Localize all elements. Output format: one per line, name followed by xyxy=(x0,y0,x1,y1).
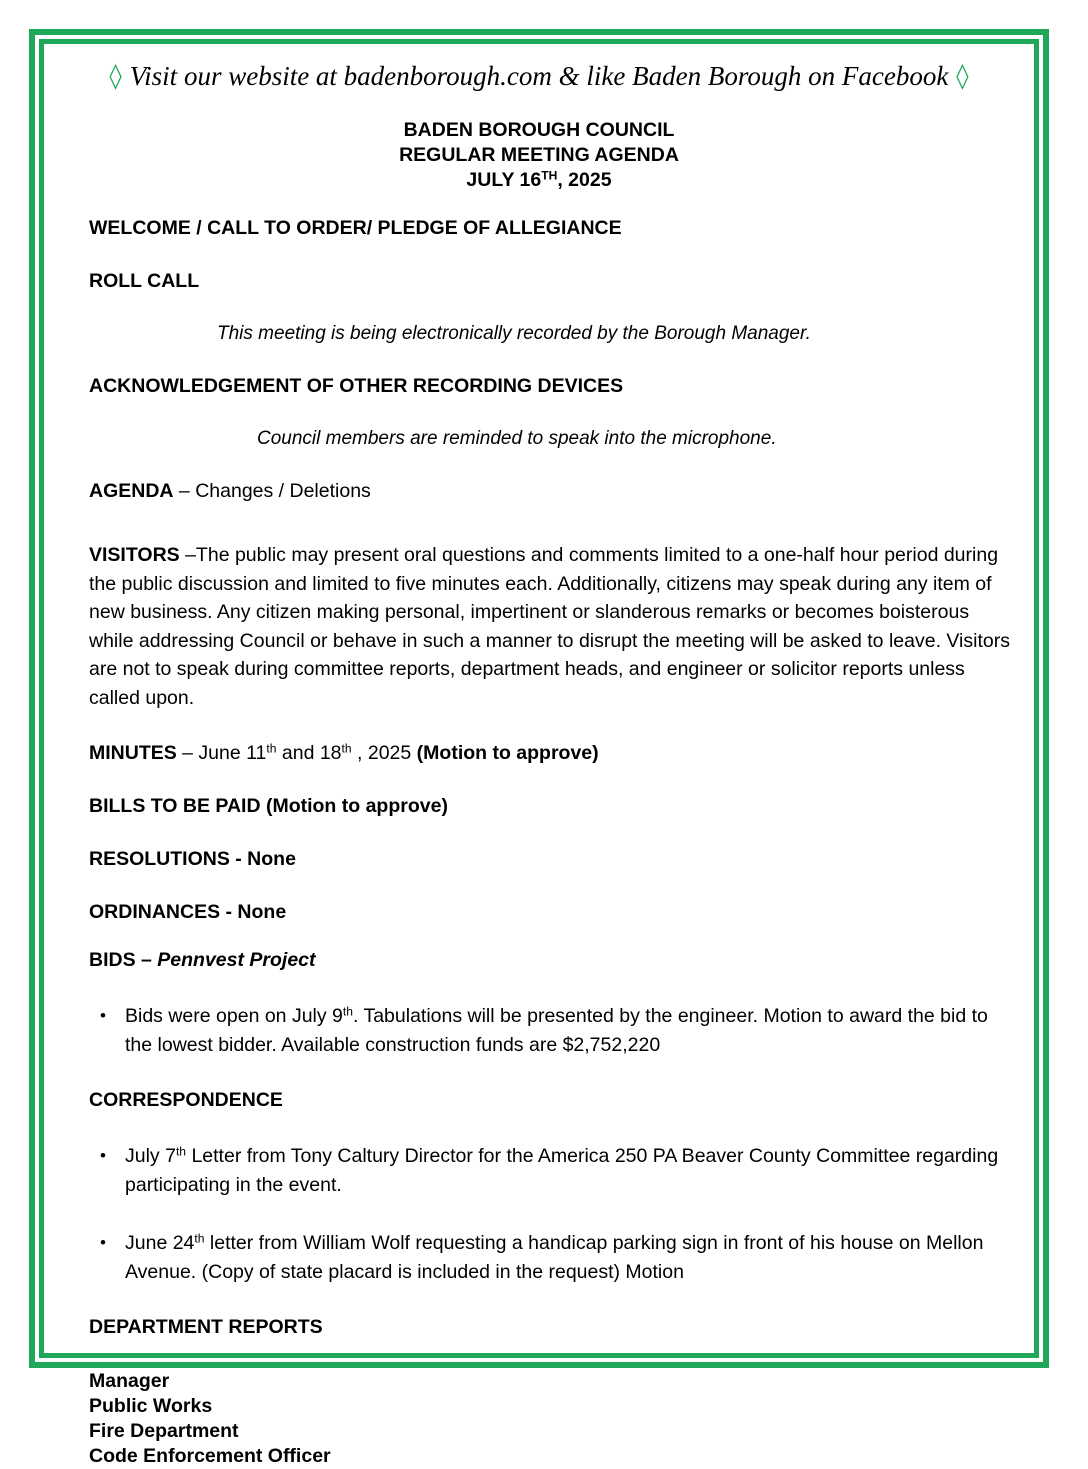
date-year: , 2025 xyxy=(557,169,612,192)
spacer xyxy=(89,1199,1014,1229)
visitors-body: –The public may present oral questions and comments limited to a one-half hour period during the public discussion and limited to five minutes each. Additionally, citizens may speak during any item of new business. Any citizen making personal, impertinent or slanderous remarks or becomes boisterous while addressing Council or behave in such a manner to disrupt the meeting will be asked to leave. Visitors are not to speak during committee reports, department heads, and engineer or solicitor reports unless called upon. xyxy=(89,544,1010,709)
corr1-part1: July 7 xyxy=(125,1145,176,1168)
spacer xyxy=(89,924,1014,949)
spacer xyxy=(89,871,1014,901)
minutes-motion: (Motion to approve) xyxy=(416,742,599,765)
section-roll-call: ROLL CALL xyxy=(89,270,200,293)
spacer xyxy=(89,450,1014,480)
bids-bullet-text xyxy=(125,1002,1014,1059)
bids-label: BIDS – xyxy=(89,949,158,972)
note-recording: This meeting is being electronically recorded by the Borough Manager. xyxy=(217,323,811,345)
list-item xyxy=(89,1142,1014,1199)
list-item xyxy=(89,1002,1014,1059)
minutes-ordinal-a: th xyxy=(266,742,277,757)
corr2-ordinal: th xyxy=(194,1232,205,1247)
spacer xyxy=(89,1339,1014,1369)
title-line-date xyxy=(52,168,1026,193)
minutes-year: , 2025 xyxy=(351,742,417,765)
section-bids xyxy=(89,949,1014,972)
list-item xyxy=(89,1229,1014,1286)
visitors-label: VISITORS xyxy=(89,544,180,567)
section-bills: BILLS TO BE PAID (Motion to approve) xyxy=(89,795,448,818)
corr1-part2: Letter from Tony Caltury Director for the America 250 PA Beaver County Committee regarding participating in the event. xyxy=(125,1145,999,1196)
department-list xyxy=(89,1369,1014,1469)
minutes-ordinal-b: th xyxy=(341,742,352,757)
section-minutes xyxy=(89,742,1014,765)
spacer xyxy=(89,345,1014,375)
note-microphone: Council members are reminded to speak into the microphone. xyxy=(257,428,777,450)
agenda-rest: – Changes / Deletions xyxy=(173,480,371,503)
minutes-date-a: – June 11 xyxy=(176,742,267,765)
minutes-label: MINUTES xyxy=(89,742,177,765)
date-prefix: JULY 16 xyxy=(466,169,542,192)
list-item: Fire Department xyxy=(89,1420,239,1443)
section-correspondence: CORRESPONDENCE xyxy=(89,1089,283,1112)
spacer xyxy=(89,712,1014,742)
minutes-date-b: and 18 xyxy=(276,742,342,765)
bids-bullet-part2: . Tabulations will be presented by the engineer. Motion to award the bid to the lowest bidder. Available construction funds are $2,752,220 xyxy=(125,1005,988,1056)
spacer xyxy=(89,293,1014,323)
spacer xyxy=(89,1112,1014,1142)
spacer xyxy=(89,240,1014,270)
title-line-agenda: REGULAR MEETING AGENDA xyxy=(399,144,679,167)
document-content xyxy=(52,52,1026,1468)
banner-text: Visit our website at badenborough.com & like Baden Borough on Facebook xyxy=(129,61,949,91)
diamond-icon-right: ◊ xyxy=(956,61,969,90)
list-item: Public Works xyxy=(89,1395,213,1418)
spacer xyxy=(89,1059,1014,1089)
bullet-icon: • xyxy=(100,1006,106,1026)
section-agenda-changes xyxy=(89,480,1014,503)
list-item: Code Enforcement Officer xyxy=(89,1445,331,1468)
correspondence-bullet-1 xyxy=(125,1142,1014,1199)
section-visitors xyxy=(89,541,1014,712)
page-title xyxy=(52,118,1026,193)
bullet-icon: • xyxy=(100,1233,106,1253)
spacer xyxy=(89,503,1014,541)
bids-bullet-part1: Bids were open on July 9 xyxy=(125,1005,343,1028)
spacer xyxy=(89,818,1014,848)
agenda-label: AGENDA xyxy=(89,480,174,503)
spacer xyxy=(89,398,1014,428)
diamond-icon-left: ◊ xyxy=(109,61,122,90)
section-acknowledgement: ACKNOWLEDGEMENT OF OTHER RECORDING DEVICES xyxy=(89,375,624,398)
corr2-part2: letter from William Wolf requesting a handicap parking sign in front of his house on Mellon Avenue. (Copy of state placard is included in the request) Motion xyxy=(125,1232,984,1283)
website-banner xyxy=(52,52,1026,92)
correspondence-bullet-2 xyxy=(125,1229,1014,1286)
spacer xyxy=(89,972,1014,1002)
spacer xyxy=(89,1286,1014,1316)
corr1-ordinal: th xyxy=(175,1145,187,1160)
date-ordinal-suffix: TH xyxy=(541,169,558,184)
spacer xyxy=(89,765,1014,795)
section-ordinances: ORDINANCES - None xyxy=(89,901,287,924)
corr2-part1: June 24 xyxy=(125,1232,195,1255)
bids-bullet-ordinal: th xyxy=(342,1005,353,1020)
agenda-body xyxy=(52,217,1026,1469)
section-welcome: WELCOME / CALL TO ORDER/ PLEDGE OF ALLEGIANCE xyxy=(89,217,622,240)
bids-project-name: Pennvest Project xyxy=(157,949,316,972)
section-resolutions: RESOLUTIONS - None xyxy=(89,848,296,871)
section-department-reports: DEPARTMENT REPORTS xyxy=(89,1316,323,1339)
title-line-council: BADEN BOROUGH COUNCIL xyxy=(403,119,675,142)
bullet-icon: • xyxy=(100,1146,106,1166)
list-item: Manager xyxy=(89,1370,170,1393)
